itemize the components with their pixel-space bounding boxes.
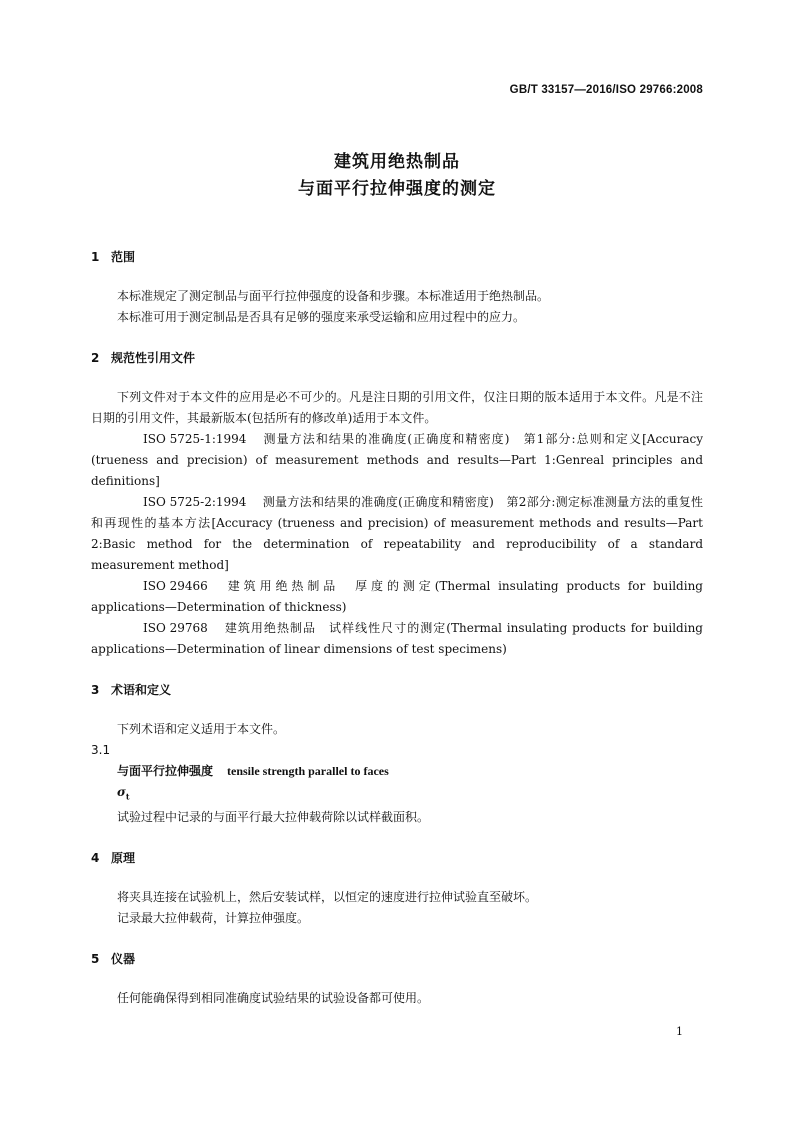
paragraph: 下列文件对于本文件的应用是必不可少的。凡是注日期的引用文件，仅注日期的版本适用于本文件。凡是不注日期的引用文件，其最新版本(包括所有的修改单)适用于本文件。: [91, 390, 703, 425]
section-title: 原理: [111, 851, 136, 866]
term-name: [117, 761, 703, 782]
section-number: 2: [91, 351, 100, 365]
term-definition: 试验过程中记录的与面平行最大拉伸载荷除以试样截面积。: [117, 810, 430, 825]
reference-item: [91, 429, 703, 492]
title-line-2: 与面平行拉伸强度的测定: [298, 179, 496, 199]
reference-item: [91, 618, 703, 660]
section-number: 4: [91, 851, 100, 866]
section-title: 仪器: [111, 952, 136, 967]
section-scope: [91, 247, 703, 328]
section-number: 3: [91, 683, 100, 697]
reference-text: 测量方法和结果的准确度(正确度和精密度) 第2部分:测定标准测量方法的重复性和再现性的基本方法[Accuracy (trueness and precision) of measurement methods and results—Part 2:Basic method for the determination of repeatability and reproducibility of a standard measurement method]: [91, 495, 703, 572]
section-heading: [91, 348, 703, 369]
page-number: 1: [676, 1025, 683, 1038]
paragraph: 下列术语和定义适用于本文件。: [117, 722, 286, 736]
paragraph: 将夹具连接在试验机上，然后安装试样，以恒定的速度进行拉伸试验直至破坏。: [117, 890, 538, 905]
standard-id-header: GB/T 33157—2016/ISO 29766:2008: [509, 84, 703, 96]
section-title: 范围: [111, 250, 136, 264]
term-name-en: tensile strength parallel to faces: [227, 764, 389, 778]
term-symbol: [117, 782, 703, 807]
reference-text: 建筑用绝热制品 试样线性尺寸的测定(Thermal insulating products for building applications—Determination of linear dimensions of test specimens): [91, 621, 703, 656]
section-normative-references: [91, 348, 703, 660]
reference-code: ISO 29768: [143, 621, 208, 635]
reference-item: [91, 492, 703, 576]
reference-text: 测量方法和结果的准确度(正确度和精密度) 第1部分:总则和定义[Accuracy (trueness and precision) of measurement methods and results—Part 1:Genreal principles and definitions]: [91, 432, 703, 488]
reference-code: ISO 5725-2:1994: [143, 495, 247, 509]
term-number: 3.1: [91, 743, 111, 757]
document-body: [91, 247, 703, 1029]
symbol-subscript: t: [125, 791, 130, 802]
section-number: 5: [91, 952, 100, 967]
section-apparatus: [91, 949, 703, 1009]
reference-item: [91, 576, 703, 618]
symbol-base: σ: [117, 785, 126, 799]
paragraph: 任何能确保得到相同准确度试验结果的试验设备都可使用。: [117, 991, 430, 1006]
document-title: [0, 149, 794, 203]
section-heading: [91, 949, 703, 970]
section-title: 术语和定义: [111, 683, 172, 697]
section-heading: [91, 680, 703, 701]
reference-code: ISO 29466: [143, 579, 208, 593]
paragraph: 本标准可用于测定制品是否具有足够的强度来承受运输和应用过程中的应力。: [117, 310, 526, 324]
term-name-zh: 与面平行拉伸强度: [117, 764, 214, 778]
paragraph: 本标准规定了测定制品与面平行拉伸强度的设备和步骤。本标准适用于绝热制品。: [117, 289, 550, 303]
section-title: 规范性引用文件: [111, 351, 196, 365]
section-principle: [91, 848, 703, 929]
paragraph: 记录最大拉伸载荷，计算拉伸强度。: [117, 911, 310, 926]
reference-text: 建筑用绝热制品 厚度的测定(Thermal insulating products for building applications—Determination of thickness): [91, 579, 703, 614]
section-heading: [91, 848, 703, 869]
section-number: 1: [91, 250, 100, 264]
title-line-1: 建筑用绝热制品: [334, 152, 460, 172]
section-terms-and-definitions: [91, 680, 703, 828]
section-heading: [91, 247, 703, 268]
reference-code: ISO 5725-1:1994: [143, 432, 247, 446]
